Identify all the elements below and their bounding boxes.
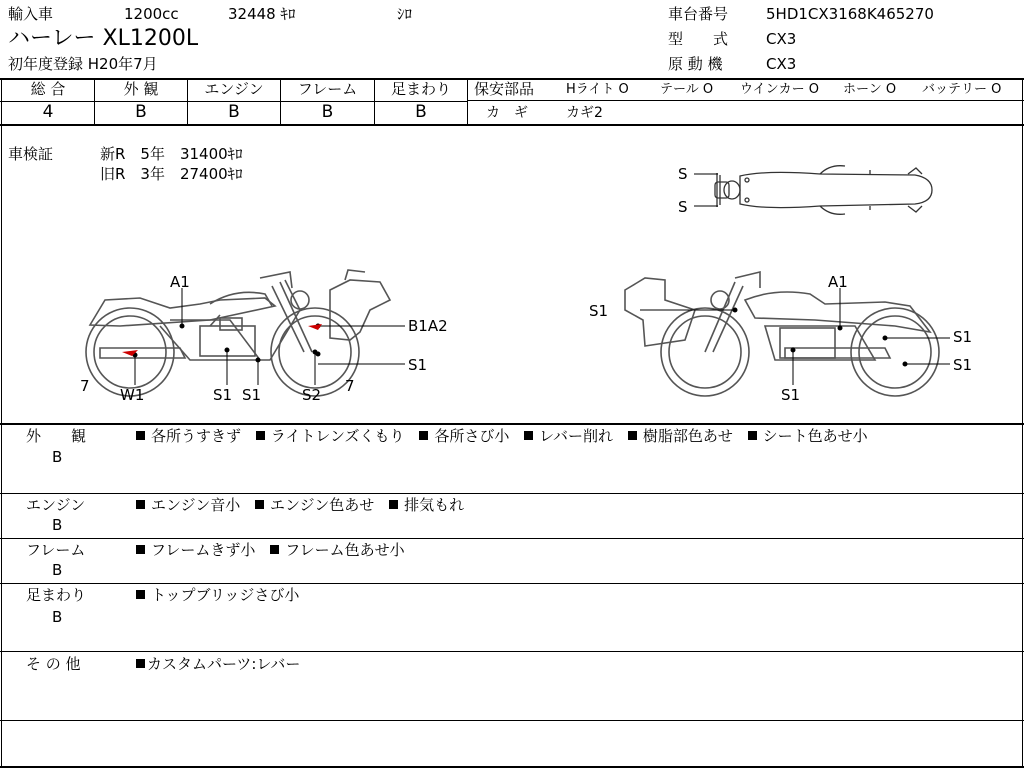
import-label: 輸入車 [8,5,54,23]
grade-header-engine: エンジン [204,80,264,98]
notes-div-3 [0,583,1024,584]
mileage: 32448 ｷﾛ [228,5,296,23]
grade-table-bottom [0,124,1024,126]
model-name: ハーレー XL1200L [8,26,199,51]
notes-suspension-items [136,588,309,603]
notes-top [0,423,1024,425]
notes-div-5 [0,720,1024,721]
note-item: エンジン色あせ [255,496,374,514]
right-label-s1-engine: S1 [781,386,801,404]
notes-frame-grade: B [52,561,63,579]
left-label-7b: 7 [345,377,355,395]
note-item: ライトレンズくもり [256,427,405,445]
left-label-s1-right: S1 [408,356,428,374]
inspection-label: 車検証 [8,145,54,163]
note-item: フレームきず小 [136,541,255,559]
left-label-s1-engine: S1 [213,386,233,404]
notes-div-4 [0,651,1024,652]
note-item: エンジン音小 [136,496,240,514]
safety-winker: ウインカー O [740,82,819,97]
grade-engine: B [228,102,240,122]
grade-overall: 4 [42,102,54,122]
safety-headlight: Hライト O [566,82,629,97]
inspection-new: 新R 5年 31400ｷﾛ [100,145,243,163]
top-label-s2: S [678,198,688,216]
safety-title: 保安部品 [474,80,535,98]
right-label-s1-a: S1 [953,328,973,346]
right-label-s1-b: S1 [953,356,973,374]
type-value: CX3 [766,30,797,48]
note-item: フレーム色あせ小 [270,541,404,559]
grade-suspension: B [415,102,427,122]
grade-header-overall: 総 合 [30,80,66,98]
notes-engine-grade: B [52,516,63,534]
frame-no: 5HD1CX3168K465270 [766,5,934,23]
frame-no-label: 車台番号 [668,5,729,23]
left-label-w1: W1 [120,386,145,404]
note-item: カスタムパーツ:レバー [136,655,300,673]
note-item: 排気もれ [389,496,464,514]
notes-other-title: そ の 他 [26,655,81,673]
grade-div-5 [467,79,468,125]
motorcycle-right-view [585,260,985,410]
grade-frame: B [321,102,334,122]
note-item: トップブリッジさび小 [136,586,299,604]
note-item: 各所うすきず [136,427,241,445]
notes-exterior-items [136,429,868,444]
engine-model-label: 原 動 機 [668,55,723,73]
first-registration: 初年度登録 H20年7月 [8,55,158,73]
note-item: 樹脂部色あせ [628,427,733,445]
engine-model-value: CX3 [766,55,797,73]
notes-suspension-grade: B [52,608,63,626]
note-item: 各所さび小 [419,427,509,445]
note-item: レバー削れ [524,427,613,445]
key-label: カ ギ [486,105,528,121]
notes-engine-title: エンジン [26,496,86,514]
right-label-s1-front: S1 [589,302,609,320]
motorcycle-top-view [670,158,950,218]
left-label-b1a2: B1A2 [408,317,448,335]
notes-other-items [136,657,310,672]
notes-exterior-grade: B [52,448,63,466]
safety-mid [468,100,1024,101]
notes-exterior-title: 外 観 [26,427,87,445]
safety-tail: テール O [660,82,714,97]
notes-engine-items [136,498,474,513]
notes-div-2 [0,538,1024,539]
color: ｼﾛ [397,5,413,23]
grade-header-suspension: 足まわり [390,80,451,98]
notes-div-1 [0,493,1024,494]
left-label-7a: 7 [80,377,90,395]
displacement: 1200cc [124,5,179,23]
left-label-a1: A1 [170,273,190,291]
grade-header-exterior: 外 観 [123,80,159,98]
safety-battery: バッテリー O [922,82,1002,97]
key-value: カギ2 [566,105,603,121]
inspection-old: 旧R 3年 27400ｷﾛ [100,165,243,183]
notes-frame-title: フレーム [26,541,86,559]
safety-horn: ホーン O [843,82,897,97]
left-label-s2: S2 [302,386,322,404]
notes-suspension-title: 足まわり [26,586,87,604]
left-label-s1-frame: S1 [242,386,262,404]
notes-frame-items [136,543,415,558]
motorcycle-left-view [60,260,480,410]
right-label-a1: A1 [828,273,848,291]
note-item: シート色あせ小 [748,427,868,445]
top-label-s1: S [678,165,688,183]
grade-exterior: B [135,102,147,122]
grade-header-frame: フレーム [297,80,358,98]
type-label: 型 式 [668,30,729,48]
